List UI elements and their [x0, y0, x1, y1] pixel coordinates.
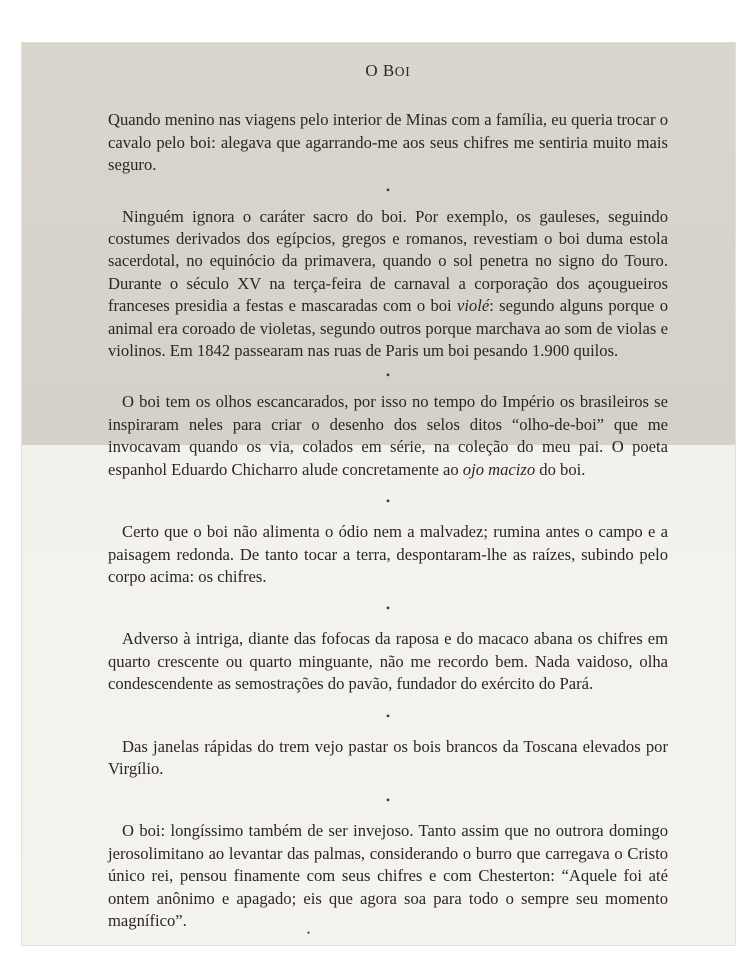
paragraph-7: O boi: longíssimo também de ser invejoso. Tanto assim que no outrora domingo jerosolimitano ao levantar das palmas, considerando o burro que carregava o Cristo único rei, pensou finamente com seus chifres e com Chesterton: “Aquele foi até ontem anônimo e apagado; eis que agora soa para todo o sempre seu momento magnífico”.: [108, 821, 668, 930]
title-text: O BOI: [365, 61, 411, 80]
section-separator: •: [385, 601, 391, 616]
paragraph-2-text: Ninguém ignora o caráter sacro do boi. Por exemplo, os gauleses, seguindo costumes derivados dos egípcios, gregos e romanos, revestiam o boi duma estola sacerdotal, no equinócio da primavera, quando o sol penetra no signo do Touro. Durante o século XV na terça-feira de carnaval a corporação dos açougueiros franceses presidia a festas e mascaradas com o boi: [108, 206, 668, 316]
paragraph-3: [108, 391, 668, 481]
paragraph-2-italic: violé: [456, 296, 490, 316]
section-separator: •: [385, 793, 391, 808]
paragraph-3-text: O boi tem os olhos escancarados, por isso no tempo do Império os brasileiros se inspiraram neles para criar o desenho dos selos ditos “olho-de-boi” que me invocavam quando os via, colados em série, na coleção do meu pai. O poeta espanhol Eduardo Chicharro alude concretamente ao: [108, 392, 668, 479]
paragraph-6: Das janelas rápidas do trem vejo pastar os bois brancos da Toscana elevados por Virgílio.: [108, 736, 668, 778]
section-separator: •: [385, 708, 391, 723]
section-separator: •: [385, 182, 391, 197]
paragraph-4: Certo que o boi não alimenta o ódio nem a malvadez; rumina antes o campo e a paisagem redonda. De tanto tocar a terra, despontaram-lhe as raízes, subindo pelo corpo acima: os chifres.: [108, 522, 668, 586]
page-footer-mark: •: [307, 928, 311, 938]
chapter-title: [108, 60, 668, 83]
section-separator: •: [385, 368, 391, 383]
paragraph-2: [108, 206, 668, 363]
page-text: [108, 60, 668, 932]
paragraph-3-italic: ojo macizo: [462, 459, 536, 479]
paragraph-2-text-end: : segundo alguns porque o animal era coroado de violetas, segundo outros porque marchava ao som de violas e violinos. Em 1842 passearam nas ruas de Paris um boi pesando 1.900 quilos.: [108, 296, 668, 361]
section-separator: •: [385, 494, 391, 509]
paragraph-5: Adverso à intriga, diante das fofocas da raposa e do macaco abana os chifres em quarto crescente ou quarto minguante, não me recordo bem. Nada vaidoso, olha condescendente as semostrações do pavão, fundador do exército do Pará.: [108, 629, 668, 694]
paragraph-3-text-end: do boi.: [535, 459, 586, 479]
paragraph-1: Quando menino nas viagens pelo interior de Minas com a família, eu queria trocar o cavalo pelo boi: alegava que agarrando-me aos seus chifres me sentiria muito mais seguro.: [108, 110, 668, 175]
